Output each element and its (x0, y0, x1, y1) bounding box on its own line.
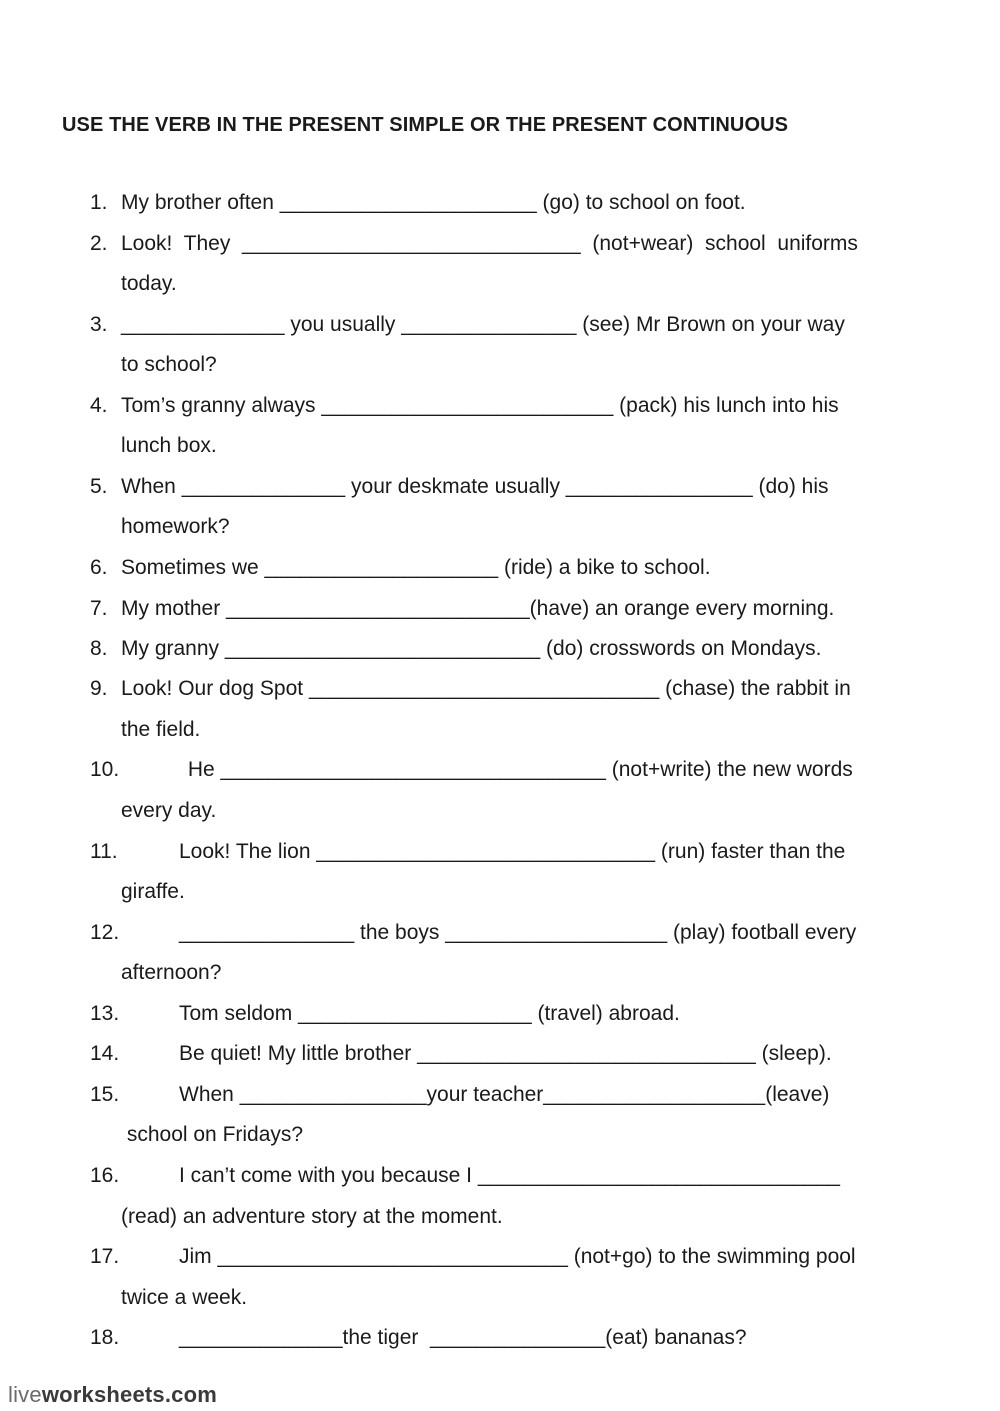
logo-suffix-text: .com (164, 1382, 218, 1407)
item-line: Look! Our dog Spot ______________________________ (chase) the rabbit in (121, 677, 851, 700)
item-number: 8. (90, 637, 108, 660)
item-line: Look! They _____________________________ (not+wear) school uniforms (121, 232, 858, 255)
item-number: 11. (90, 840, 118, 863)
item-line: _______________ the boys ___________________ (play) football every (179, 921, 857, 944)
item-line: Tom’s granny always _________________________ (pack) his lunch into his (121, 394, 839, 417)
item-line: lunch box. (121, 434, 217, 457)
item-line: twice a week. (121, 1286, 248, 1309)
item-line: homework? (121, 515, 230, 538)
item-line: When ________________your teacher___________________(leave) (179, 1083, 830, 1106)
item-number: 3. (90, 313, 108, 336)
item-line: I can’t come with you because I _______________________________ (179, 1164, 840, 1187)
item-line: Sometimes we ____________________ (ride) a bike to school. (121, 556, 711, 579)
item-line: Look! The lion _____________________________ (run) faster than the (179, 840, 846, 863)
item-line: to school? (121, 353, 217, 376)
item-line: Be quiet! My little brother _____________________________ (sleep). (179, 1042, 832, 1065)
item-line: the field. (121, 718, 201, 741)
item-line: giraffe. (121, 880, 185, 903)
item-number: 18. (90, 1326, 120, 1349)
item-line: ______________the tiger _______________(eat) bananas? (179, 1326, 747, 1349)
item-number: 4. (90, 394, 108, 417)
item-line: every day. (121, 799, 217, 822)
item-number: 6. (90, 556, 108, 579)
item-number: 5. (90, 475, 108, 498)
item-line: afternoon? (121, 961, 222, 984)
item-line: He _________________________________ (not+write) the new words (182, 758, 853, 781)
item-number: 12. (90, 921, 120, 944)
item-number: 1. (90, 191, 108, 214)
item-number: 15. (90, 1083, 120, 1106)
item-line: school on Fridays? (121, 1123, 304, 1146)
logo-bold-text: worksheets (41, 1382, 165, 1407)
item-line: My mother __________________________(have) an orange every morning. (121, 597, 835, 620)
item-number: 13. (90, 1002, 120, 1025)
item-number: 16. (90, 1164, 120, 1187)
liveworksheets-logo (8, 1382, 217, 1408)
worksheet-title: USE THE VERB IN THE PRESENT SIMPLE OR THE PRESENT CONTINUOUS (62, 114, 789, 136)
item-number: 10. (90, 758, 120, 781)
item-line: Tom seldom ____________________ (travel) abroad. (179, 1002, 680, 1025)
item-line: When ______________ your deskmate usually ________________ (do) his (121, 475, 829, 498)
item-number: 14. (90, 1042, 120, 1065)
item-number: 9. (90, 677, 108, 700)
item-line: today. (121, 272, 177, 295)
item-line: ______________ you usually _______________ (see) Mr Brown on your way (121, 313, 845, 336)
item-line: (read) an adventure story at the moment. (121, 1205, 503, 1228)
item-line: My brother often ______________________ (go) to school on foot. (121, 191, 746, 214)
item-line: My granny ___________________________ (do) crosswords on Mondays. (121, 637, 822, 660)
item-line: Jim ______________________________ (not+go) to the swimming pool (179, 1245, 856, 1268)
item-number: 2. (90, 232, 108, 255)
logo-light-text: live (8, 1382, 42, 1407)
item-number: 7. (90, 597, 108, 620)
item-number: 17. (90, 1245, 120, 1268)
